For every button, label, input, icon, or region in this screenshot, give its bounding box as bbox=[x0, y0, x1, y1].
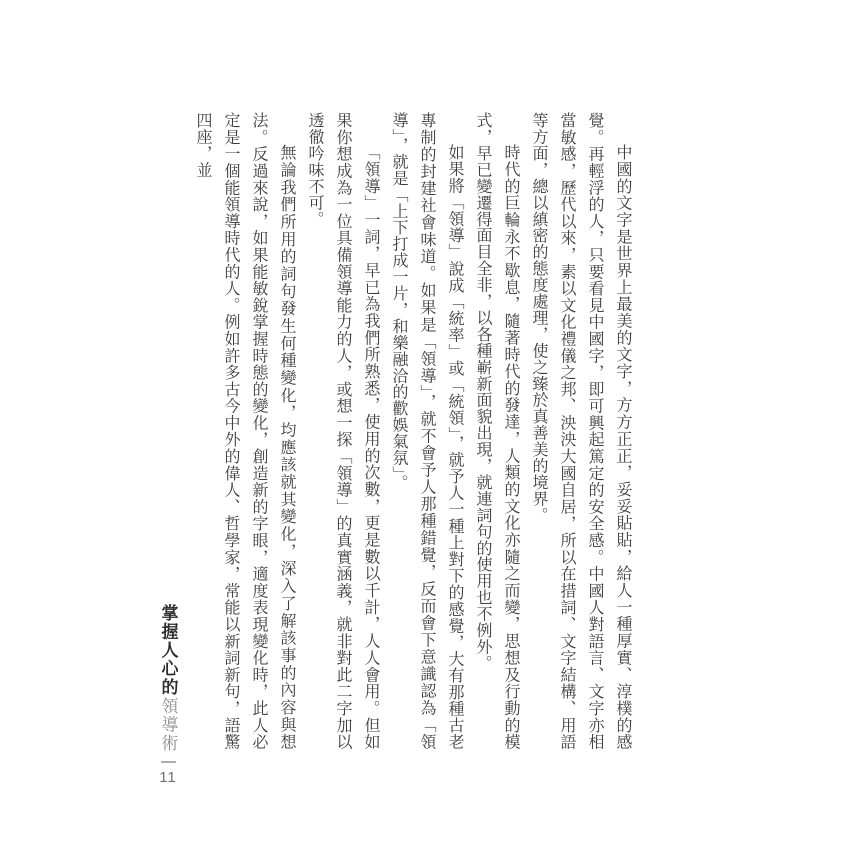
main-text-block bbox=[188, 112, 636, 750]
page-number: 11 bbox=[159, 769, 177, 786]
paragraph-5: 無論我們所用的詞句發生何種變化，均應該就其變化，深入了解該事的內容與想法。反過來說，如果能敏銳掌握時態的變化，創造新的字眼，適度表現變化時，此人必定是一個能領導時代的人。例如許多古今中外的偉人、哲學家，常能以新詞新句，語驚四座，並 bbox=[194, 112, 295, 750]
running-title-main: 掌握人心的 bbox=[158, 604, 178, 697]
footer-divider bbox=[161, 761, 176, 763]
running-title bbox=[160, 604, 177, 752]
running-title-sub: 領導術 bbox=[158, 696, 178, 752]
paragraph-3: 如果將「領導」說成「統率」或「統領」，就予人一種上對下的感覺，大有那種古老專制的封建社會味道。如果是「領導」，就不會予人那種錯覺，反而會下意識認為「領導」，就是「上下打成一片，和樂融洽的歡娛氣氛」。 bbox=[390, 112, 463, 750]
page-footer bbox=[150, 604, 186, 785]
paragraph-1: 中國的文字是世界上最美的文字，方方正正，妥妥貼貼，給人一種厚實、淳樸的感覺。再輕浮的人，只要看見中國字，即可興起篤定的安全感。中國人對語言、文字亦相當敏感，歷代以來，素以文化禮儀之邦、泱泱大國自居，所以在措詞、文字結構、用語等方面，總以縝密的態度處理，使之臻於真善美的境界。 bbox=[530, 112, 631, 750]
paragraph-4: 「領導」一詞，早已為我們所熟悉，使用的次數，更是數以千計，人人會用。但如果你想成為一位具備領導能力的人，或想一探「領導」的真實涵義，就非對此二字加以透徹吟味不可。 bbox=[306, 112, 379, 750]
paragraph-2: 時代的巨輪永不歇息，隨著時代的發達，人類的文化亦隨之而變，思想及行動的模式，早已變遷得面目全非，以各種嶄新面貌出現，就連詞句的使用也不例外。 bbox=[474, 112, 519, 750]
